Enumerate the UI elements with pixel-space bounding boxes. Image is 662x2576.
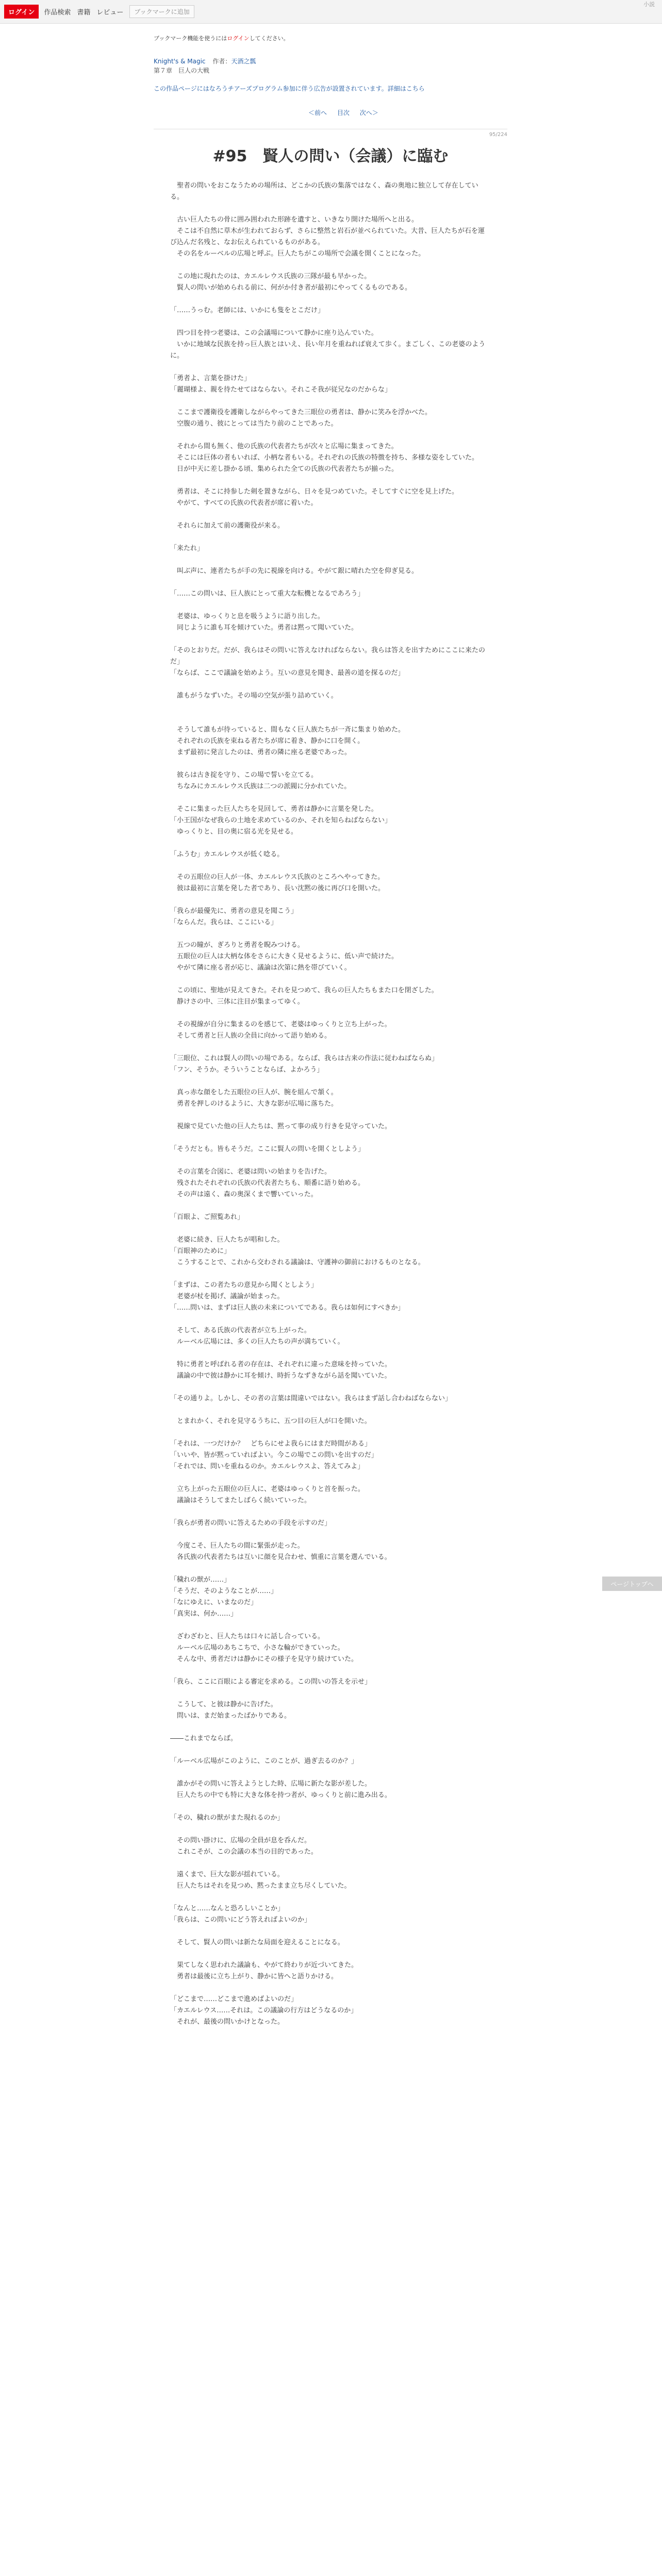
body-paragraph: 「それでは、問いを重ねるのか。カエルレウスよ、答えてみよ」 [170,1463,365,1470]
body-paragraph: 「そうだとも。皆もそうだ。ここに賢人の問いを開くとしよう」 [170,1145,365,1153]
body-paragraph [170,702,490,713]
body-paragraph: 静けさの中、三体に注目が集まってゆく。 [170,998,304,1006]
body-paragraph: 「フン、そうか。そういうことならば、よかろう」 [170,1066,324,1074]
body-paragraph [170,1472,490,1484]
body-paragraph: 古い巨人たちの骨に囲み囲われた形跡を遺すと、いきなり開けた場所へと出る。 [170,216,419,224]
body-paragraph: 「それは、一つだけか？ どちらにせよ我らにはまだ時間がある」 [170,1440,372,1448]
body-paragraph: 五つの瞳が、ぎろりと勇者を睨みつける。 [170,941,304,949]
body-paragraph [170,1427,490,1438]
body-paragraph [170,679,490,690]
body-paragraph [170,475,490,486]
bookmark-button[interactable]: ブックマークに追加 [129,5,194,18]
body-paragraph: 議論の中で彼は静かに耳を傾け、時折うなずきながら話を聞いていた。 [170,1372,391,1380]
body-paragraph: そして、ある氏族の代表者が立ち上がった。 [170,1327,311,1334]
body-paragraph: それらに加えて前の護衛役が来る。 [170,522,285,530]
body-paragraph: そこには巨体の者もいれば、小柄な者もいる。それぞれの氏族の特徴を持ち、多様な姿をしていた。 [170,454,479,462]
body-paragraph: 老婆に続き、巨人たちが唱和した。 [170,1236,284,1244]
body-paragraph: やがて隣に座る者が応じ、議論は次第に熱を帯びていく。 [170,964,351,972]
body-paragraph: 五眼位の巨人は大柄な体をさらに大きく見せるように、低い声で続けた。 [170,953,399,960]
body-paragraph: 四つ目を持つ老婆は、この会議場について静かに座り込んでいた。 [170,329,378,337]
body-paragraph: 彼は最初に言葉を発した者であり、長い沈黙の後に再び口を開いた。 [170,885,385,892]
chapter-label: 第７章 巨人の大戦 [154,67,210,74]
body-paragraph [170,1506,490,1518]
body-paragraph [170,1348,490,1359]
body-paragraph [170,1926,490,1937]
body-paragraph: 叫ぶ声に、連者たちが手の先に視線を向ける。やがて銀に晴れた空を仰ぎ見る。 [170,567,419,575]
body-paragraph: 「我ら、ここに百眼による審定を求める。この問いの答えを示せ」 [170,1678,372,1686]
body-paragraph: 巨人たちの中でも特に大きな体を持つ者が、ゆっくりと前に進み出る。 [170,1791,391,1799]
corner-label: 小説 [643,1,655,8]
body-paragraph: 問いは、まだ始まったばかりである。 [170,1712,291,1720]
body-paragraph: その問い掛けに、広場の全員が息を呑んだ。 [170,1837,311,1844]
body-paragraph [170,260,490,271]
body-paragraph: 「勇者よ、言葉を掛けた」 [170,375,251,382]
body-paragraph: 「ならんだ。我らは、ここにいる」 [170,919,278,926]
body-paragraph: 視線で見ていた他の巨人たちは、黙って事の成り行きを見守っていた。 [170,1123,392,1130]
body-paragraph [170,1824,490,1835]
body-paragraph [170,1892,490,1903]
body-paragraph: 遠くまで、巨大な影が揺れている。 [170,1871,284,1878]
body-paragraph [170,577,490,588]
body-paragraph: 巨人たちはそれを見つめ、黙ったまま立ち尽くしていた。 [170,1882,351,1890]
body-paragraph: それから間も無く、他の氏族の代表者たちが次々と広場に集まってきた。 [170,443,398,450]
body-paragraph [170,838,490,849]
body-paragraph [170,430,490,441]
body-paragraph [170,203,490,214]
body-paragraph: 「百眼よ、ご照覧あれ」 [170,1213,244,1221]
body-paragraph [170,1858,490,1869]
prev-link[interactable]: ＜前へ [308,109,327,116]
hint-before: ブックマーク機能を使うには [154,35,227,42]
body-paragraph: 果てしなく思われた議論も、やがて終わりが近づいてきた。 [170,1961,358,1969]
body-paragraph: ――これまでならば。 [170,1735,238,1742]
body-paragraph: これこそが、この会議の本当の目的であった。 [170,1848,318,1856]
body-paragraph [170,600,490,611]
body-paragraph: 老婆が杖を掲げ、議論が始まった。 [170,1293,284,1300]
body-paragraph: 「そうだ、そのようなことが……」 [170,1587,278,1595]
body-paragraph [170,713,490,724]
body-paragraph [170,1948,490,1960]
body-paragraph: この頃に、聖地が見えてきた。それを見つめて、我らの巨人たちもまた口を閉ざした。 [170,987,438,994]
body-paragraph: 「カエルレウス……それは。この議論の行方はどうなるのか」 [170,2007,358,2014]
body-paragraph: こうして、と彼は静かに告げた。 [170,1701,277,1708]
body-paragraph [170,1982,490,1994]
body-paragraph: 「ルーベル広場がこのように、このことが、過ぎ去るのか？」 [170,1757,358,1765]
body-paragraph: 同じように誰も耳を傾けていた。勇者は黙って聞いていた。 [170,624,358,632]
body-paragraph: そうして誰もが待っていると、間もなく巨人族たちが一斉に集まり始めた。 [170,726,405,734]
login-button[interactable]: ログイン [4,5,39,19]
body-paragraph: そこに集まった巨人たちを見回して、勇者は静かに言葉を発した。 [170,805,378,813]
body-paragraph: それが、最後の問いかけとなった。 [170,2018,285,2026]
body-paragraph: 「……この問いは、巨人族にとって重大な転機となるであろう」 [170,590,365,598]
body-paragraph [170,758,490,770]
body-paragraph: その視線が自分に集まるのを感じて、老婆はゆっくりと立ち上がった。 [170,1021,391,1028]
body-paragraph [170,532,490,543]
body-paragraph [170,362,490,373]
body-paragraph [170,792,490,804]
body-paragraph [170,860,490,872]
body-paragraph: 誰かがその問いに答えようとした時、広場に新たな影が差した。 [170,1780,372,1788]
body-paragraph: ゆっくりと、目の奥に宿る光を見せる。 [170,828,297,836]
body-paragraph [170,928,490,940]
body-paragraph [170,1620,490,1631]
body-paragraph [170,1767,490,1778]
body-paragraph [170,1110,490,1121]
body-paragraph: その名をルーベルの広場と呼ぶ。巨人たちがこの場所で会議を開くことになった。 [170,250,425,258]
body-paragraph: 「我らが勇者の問いに答えるための手段を示すのだ」 [170,1519,332,1527]
body-paragraph [170,634,490,645]
body-paragraph: 「その、穢れの獣がまた現れるのか」 [170,1814,284,1822]
body-paragraph: 「そのとおりだ。だが、我らはその問いに答えなければならない。我らは答えを出すためにここに来たのだ」 [170,647,486,666]
body-paragraph [170,1008,490,1019]
body-paragraph: やがて、すべての氏族の代表者が席に着いた。 [170,499,318,507]
author-link[interactable]: 天酒之瓢 [231,58,256,65]
body-paragraph [170,894,490,906]
body-paragraph [170,1382,490,1393]
body-paragraph: 「ふうむ」カエルレウスが低く唸る。 [170,851,284,858]
body-paragraph: いかに地域な民族を持っ巨人族とはいえ、長い年月を重ねれば衰えて歩く。まごしく、この老婆のように。 [170,341,486,360]
body-paragraph [170,554,490,566]
nav-review-link[interactable]: レビュー [96,9,124,16]
body-paragraph: その言葉を合図に、老婆は問いの始まりを告げた。 [170,1168,332,1176]
body-paragraph: この地に現れたのは、カエルレウス氏族の三隊が最も早かった。 [170,273,371,280]
body-paragraph: 彼らは古き掟を守り、この場で誓いを立てる。 [170,771,318,779]
body-paragraph [170,1744,490,1756]
body-paragraph [170,1665,490,1676]
body-paragraph [170,1801,490,1812]
body-paragraph: 賢人の問いが始められる前に、何がか付き者が最初にやってくるものである。 [170,284,412,292]
body-paragraph: とまれかく、それを見守るうちに、五つ目の巨人が口を開いた。 [170,1417,371,1425]
body-paragraph: まず最初に発言したのは、勇者の隣に座る老婆であった。 [170,749,351,756]
body-paragraph: ちなみにカエルレウス氏族は二つの派閥に分かれていた。 [170,783,351,790]
hint-after: してください。 [249,35,289,42]
body-paragraph: 立ち上がった五眼位の巨人に、老婆はゆっくりと首を振った。 [170,1485,365,1493]
body-paragraph [170,509,490,520]
nav-books-link[interactable]: 書籍 [77,9,91,16]
body-paragraph: 「ならば、ここで議論を始めよう。互いの意見を聞き、最善の道を探るのだ」 [170,669,405,677]
ad-notice[interactable]: この作品ページにはなろうチアーズプログラム参加に伴う広告が設置されています。詳細はこちら [154,85,425,92]
breadcrumb [154,57,256,65]
hint-login-link[interactable]: ログイン [227,35,250,42]
page-top-button[interactable]: ページトップへ [602,1577,662,1591]
body-paragraph: 勇者は、そこに持参した剣を置きながら、日々を見つめていた。そしてすぐに空を見上げた。 [170,488,459,496]
body-paragraph: 日が中天に差し掛かる頃、集められた全ての氏族の代表者たちが揃った。 [170,465,399,473]
body-paragraph: そこは不自然に草木が生われておらず、さらに整然と岩石が並べられていた。大昔、巨人たちが石を運び込んだ名残と、なお伝えられているものがある。 [170,227,485,246]
body-paragraph [170,1132,490,1144]
body-paragraph [170,1563,490,1574]
body-paragraph [170,1200,490,1212]
body-paragraph: 「その通りよ。しかし、その者の言葉は間違いではない。我らはまず話し合わねばならない」 [170,1395,452,1402]
body-paragraph [170,1268,490,1280]
body-paragraph: 「小王国がなぜ我らの土地を求めているのか、それを知らねばならない」 [170,817,392,824]
body-paragraph [170,1155,490,1166]
body-paragraph: 「なんと……なんと恐ろしいことか」 [170,1905,285,1912]
body-paragraph: 「麗瑚様よ、親を待たせてはならない。それこそ我が従兄なのだからな」 [170,386,392,394]
body-paragraph: そして勇者と巨人族の全員に向かって語り始める。 [170,1032,332,1040]
body-paragraph: 「我らが最優先に、勇者の意見を聞こう」 [170,907,298,915]
body-paragraph: 「来たれ」 [170,545,204,552]
pager-top [304,108,383,117]
body-paragraph [170,1404,490,1416]
body-paragraph: それぞれの氏族を束ねる者たちが席に着き、静かに口を開く。 [170,737,365,745]
body-paragraph: 聖者の問いをおこなうための場所は、どこかの氏族の集落ではなく、森の奥地に独立して存在している。 [170,182,478,201]
body-paragraph: 「いいや、皆が黙っていればよい。今この場でこの問いを出すのだ」 [170,1451,378,1459]
body-paragraph: 勇者を押しのけるように、大きな影が広場に落ちた。 [170,1100,338,1108]
series-link[interactable]: Knight's & Magic [154,58,206,65]
body-paragraph: 残されたそれぞれの氏族の代表者たちも、順番に語り始める。 [170,1179,365,1187]
body-paragraph: そんな中、勇者だけは静かにその様子を見守り続けていた。 [170,1655,358,1663]
body-paragraph: 各氏族の代表者たちは互いに顔を見合わせ、慎重に言葉を選んでいる。 [170,1553,391,1561]
body-paragraph: 「まずは、この者たちの意見から聞くとしよう」 [170,1281,318,1289]
body-paragraph: 「真実は、何か……」 [170,1610,238,1618]
body-paragraph [170,1722,490,1733]
body-paragraph: 議論はそうしてまたしばらく続いていった。 [170,1497,311,1504]
episode-body [170,180,490,2028]
body-paragraph: 「……問いは、まずは巨人族の未来についてである。我らは如何にすべきか」 [170,1304,405,1312]
page-number: 95/224 [489,132,507,138]
body-paragraph: 老婆は、ゆっくりと息を吸うように語り出した。 [170,613,324,620]
body-paragraph [170,1223,490,1234]
body-paragraph: 「百眼神のために」 [170,1247,231,1255]
body-paragraph: 空腹の通り、彼にとっては当たり前のことであった。 [170,420,338,428]
author-prefix: 作者： [212,58,231,65]
body-paragraph: ざわざわと、巨人たちは口々に話し合っている。 [170,1633,325,1640]
body-paragraph: 「我らは、この問いにどう答えればよいのか」 [170,1916,311,1924]
body-paragraph: 真っ赤な顔をした五眼位の巨人が、腕を組んで頷く。 [170,1089,338,1096]
body-paragraph: 特に勇者と呼ばれる者の存在は、それぞれに違った意味を持っていた。 [170,1361,392,1368]
body-paragraph: 「……うっむ。老師には、いかにも隻をとこだけ」 [170,307,325,314]
body-paragraph: その五眼位の巨人が一体、カエルレウス氏族のところへやってきた。 [170,873,385,881]
body-paragraph: 今度こそ、巨人たちの間に緊張が走った。 [170,1542,304,1550]
top-bar [0,0,662,24]
body-paragraph [170,1042,490,1053]
body-paragraph [170,974,490,985]
body-paragraph [170,1314,490,1325]
body-paragraph: ルーベル広場のあちこちで、小さな輪ができていった。 [170,1644,344,1652]
episode-title: #95 賢人の問い（会議）に臨む [212,147,449,165]
body-paragraph [170,1688,490,1699]
body-paragraph [170,1529,490,1540]
body-paragraph: 勇者は最後に立ち上がり、静かに皆へと語りかける。 [170,1973,338,1980]
body-paragraph: 「どこまで……どこまで進めばよいのだ」 [170,1995,298,2003]
body-paragraph [170,1076,490,1087]
body-paragraph: そして、賢人の問いは新たな局面を迎えることになる。 [170,1939,344,1946]
body-paragraph: 誰もがうなずいた。その場の空気が張り詰めていく。 [170,692,338,700]
body-paragraph [170,396,490,407]
nav-search-link[interactable]: 作品検索 [44,9,71,16]
login-hint [154,34,289,42]
toc-link[interactable]: 目次 [337,109,350,116]
next-link[interactable]: 次へ＞ [359,109,378,116]
body-paragraph: ルーベル広場には、多くの巨人たちの声が満ちていく。 [170,1338,344,1346]
body-paragraph: ここまで護衛役を護衛しながらやってきた三眼位の勇者は、静かに笑みを浮かべた。 [170,409,432,416]
body-paragraph: こうすることで、これから交わされる議論は、守護神の御前におけるものとなる。 [170,1259,425,1266]
body-paragraph: 「三眼位、これは賢人の問いの場である。ならば、我らは古来の作法に従わねばならぬ」 [170,1055,439,1062]
body-paragraph: 「なにゆえに、いまなのだ」 [170,1599,258,1606]
body-paragraph [170,294,490,305]
body-paragraph [170,316,490,328]
body-paragraph: その声は遠く、森の奥深くまで響いていった。 [170,1191,318,1198]
body-paragraph: 「穢れの獣が……」 [170,1576,231,1584]
